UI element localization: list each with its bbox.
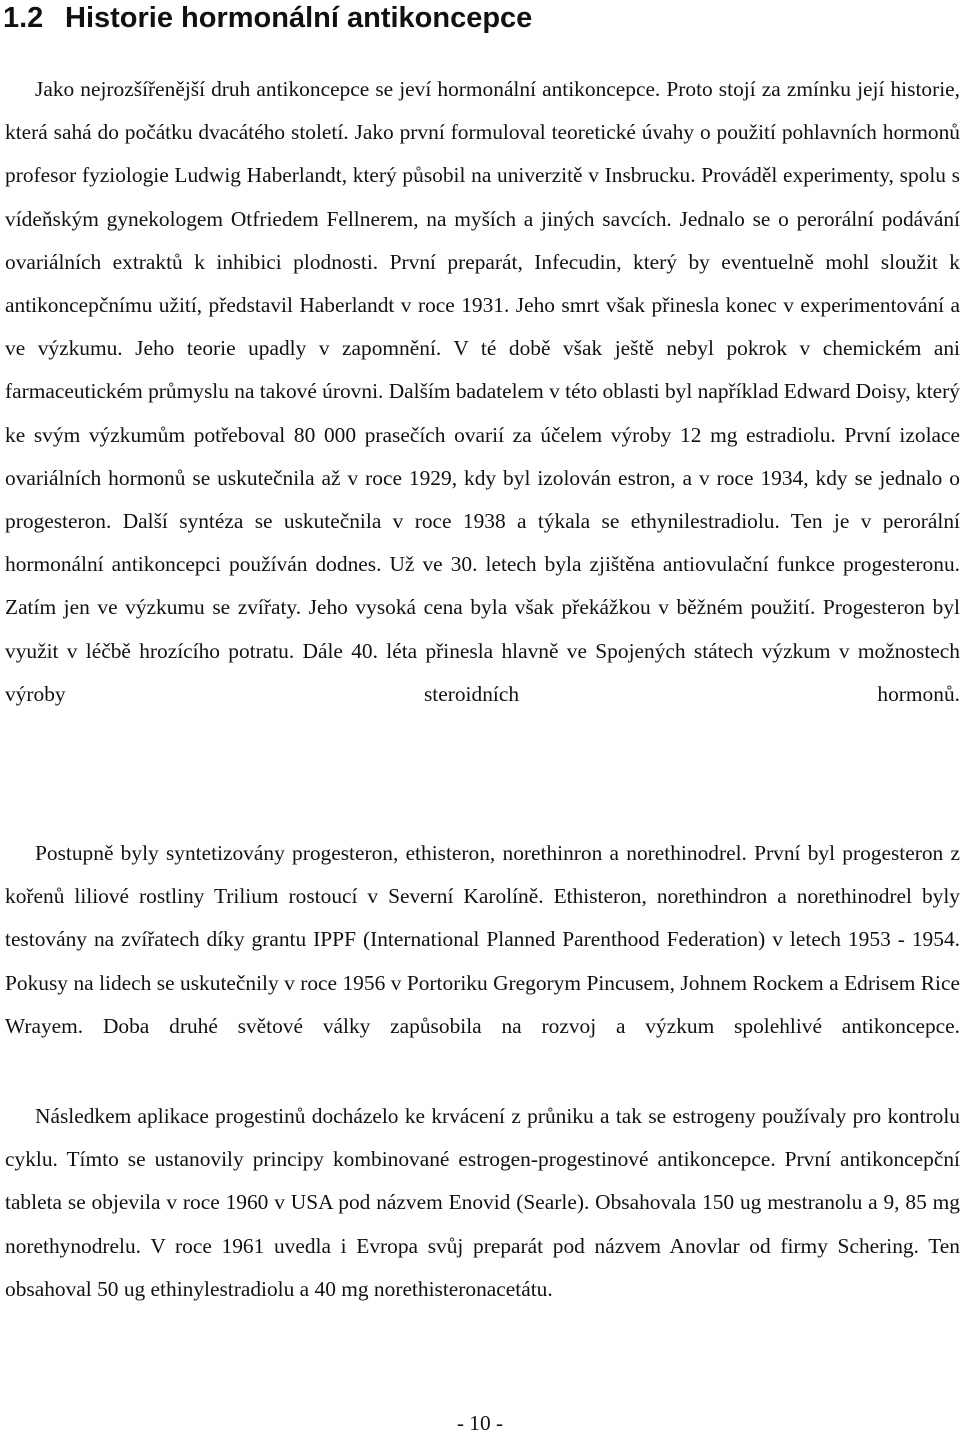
section-heading — [3, 0, 532, 38]
page-number: - 10 - — [456, 1411, 504, 1435]
paragraph-text: Postupně byly syntetizovány progesteron, ethisteron, norethinron a norethinodrel. První byl progesteron z kořenů liliové rostliny Trilium rostoucí v Severní Karolíně. Ethisteron, norethindron a norethinodrel byly testovány na zvířatech díky grantu IPPF (International Planned Parenthood Federation) v letech 1953 - 1954. Pokusy na lidech se uskutečnily v roce 1956 v Portoriku Gregorym Pincusem, Johnem Rockem a Edrisem Rice Wrayem. Doba druhé světové války zapůsobila na rozvoj a výzkum spolehlivé antikoncepce. — [5, 841, 960, 1038]
paragraph-text: Jako nejrozšířenější druh antikoncepce se jeví hormonální antikoncepce. Proto stojí za zmínku její historie, která sahá do počátku dvacátého století. Jako první formuloval teoretické úvahy o použití pohlavních hormonů profesor fyziologie Ludwig Haberlandt, který působil na univerzitě v Insbrucku. Prováděl experimenty, spolu s vídeňským gynekologem Otfriedem Fellnerem, na myších a jiných savcích. Jednalo se o perorální podávání ovariálních extraktů k inhibici plodnosti. První preparát, Infecudin, který by eventuelně mohl sloužit k antikoncepčnímu užití, představil Haberlandt v roce 1931. Jeho smrt však přinesla konec v experimentování a ve výzkumu. Jeho teorie upadly v zapomnění. V té době však ještě nebyl pokrok v chemickém ani farmaceutickém průmyslu na takové úrovni. Dalším badatelem v této oblasti byl například Edward Doisy, který ke svým výzkumům potřeboval 80 000 prasečích ovarií za účelem výroby 12 mg estradiolu. První izolace ovariálních hormonů se uskutečnila až v roce 1929, kdy byl izolován estron, a v roce 1934, kdy se jednalo o progesteron. Další syntéza se uskutečnila v roce 1938 a týkala se ethynilestradiolu. Ten je v perorální hormonální antikoncepci používán dodnes. Už ve 30. letech byla zjištěna antiovulační funkce progesteronu. Zatím jen ve výzkumu se zvířaty. Jeho vysoká cena byla však překážkou v běžném použití. Progesteron byl využit v léčbě hrozícího potratu. Dále 40. léta přinesla hlavně ve Spojených státech výzkum v možnostech výroby steroidních hormonů. — [5, 77, 960, 706]
section-title: Historie hormonální antikoncepce — [65, 2, 533, 34]
section-number: 1.2 — [3, 2, 44, 34]
paragraph-first-pill — [5, 1095, 960, 1311]
paragraph-text: Následkem aplikace progestinů docházelo ke krvácení z průniku a tak se estrogeny používaly pro kontrolu cyklu. Tímto se ustanovily principy kombinované estrogen-progestinové antikoncepce. První antikoncepční tableta se objevila v roce 1960 v USA pod názvem Enovid (Searle). Obsahovala 150 ug mestranolu a 9, 85 mg norethynodrelu. V roce 1961 uvedla i Evropa svůj preparát pod názvem Anovlar od firmy Schering. Ten obsahoval 50 ug ethinylestradiolu a 40 mg norethisteronacetátu. — [5, 1104, 960, 1301]
paragraph-history-intro — [5, 68, 960, 716]
paragraph-synthesis — [5, 832, 960, 1048]
